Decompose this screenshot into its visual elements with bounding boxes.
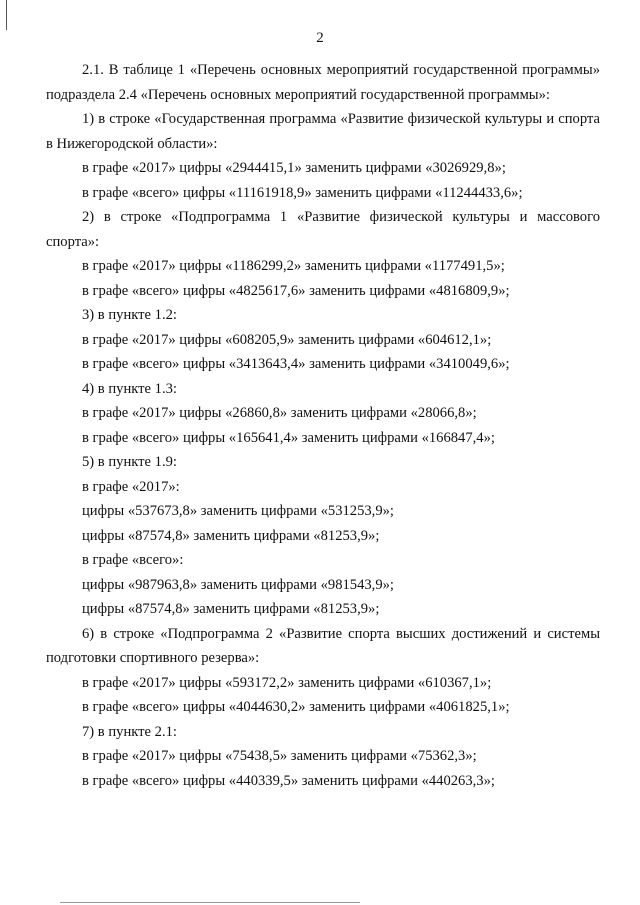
paragraph: цифры «537673,8» заменить цифрами «531253,9»; <box>82 503 394 519</box>
paragraph: 4) в пункте 1.3: <box>82 380 177 397</box>
paragraph: цифры «87574,8» заменить цифрами «81253,9»; <box>82 601 380 617</box>
paragraph: в графе «всего» цифры «3413643,4» заменить цифрами «3410049,6»; <box>82 356 510 372</box>
document-body <box>46 58 600 793</box>
paragraph: в графе «всего»: <box>82 552 184 568</box>
paragraph: в графе «всего» цифры «440339,5» заменить цифрами «440263,3»; <box>82 772 495 789</box>
paragraph: в графе «всего» цифры «4044630,2» заменить цифрами «4061825,1»; <box>82 699 510 715</box>
paragraph: в графе «2017» цифры «593172,2» заменить цифрами «610367,1»; <box>82 674 492 691</box>
paragraph: в графе «2017» цифры «1186299,2» заменить цифрами «1177491,5»; <box>82 258 505 274</box>
paragraph: 6) в строке «Подпрограмма 2 «Развитие спорта высших достижений и системы подготовки спортивного резерва»: <box>46 625 600 666</box>
paragraph: в графе «2017» цифры «2944415,1» заменить цифрами «3026929,8»; <box>82 160 506 176</box>
bottom-rule <box>60 902 360 903</box>
paragraph: 3) в пункте 1.2: <box>82 307 177 323</box>
paragraph: 5) в пункте 1.9: <box>82 454 177 470</box>
scan-edge-mark <box>6 0 7 30</box>
paragraph: в графе «всего» цифры «11161918,9» заменить цифрами «11244433,6»; <box>82 184 523 201</box>
paragraph: цифры «987963,8» заменить цифрами «981543,9»; <box>82 576 394 593</box>
paragraph: 7) в пункте 2.1: <box>82 723 177 740</box>
paragraph: в графе «2017» цифры «75438,5» заменить цифрами «75362,3»; <box>82 748 477 764</box>
paragraph: в графе «2017»: <box>82 478 180 495</box>
paragraph: цифры «87574,8» заменить цифрами «81253,9»; <box>82 527 380 544</box>
paragraph: 2) в строке «Подпрограмма 1 «Развитие физической культуры и массового спорта»: <box>46 209 600 250</box>
paragraph: в графе «всего» цифры «165641,4» заменить цифрами «166847,4»; <box>82 429 495 446</box>
paragraph: в графе «2017» цифры «26860,8» заменить цифрами «28066,8»; <box>82 405 477 421</box>
paragraph: 2.1. В таблице 1 «Перечень основных мероприятий государственной программы» подраздела 2.4 «Перечень основных мероприятий государственной программы»: <box>46 62 600 103</box>
paragraph: 1) в строке «Государственная программа «Развитие физической культуры и спорта в Нижегородской области»: <box>46 111 600 152</box>
paragraph: в графе «всего» цифры «4825617,6» заменить цифрами «4816809,9»; <box>82 282 510 299</box>
page-number: 2 <box>316 30 324 46</box>
paragraph: в графе «2017» цифры «608205,9» заменить цифрами «604612,1»; <box>82 331 492 348</box>
